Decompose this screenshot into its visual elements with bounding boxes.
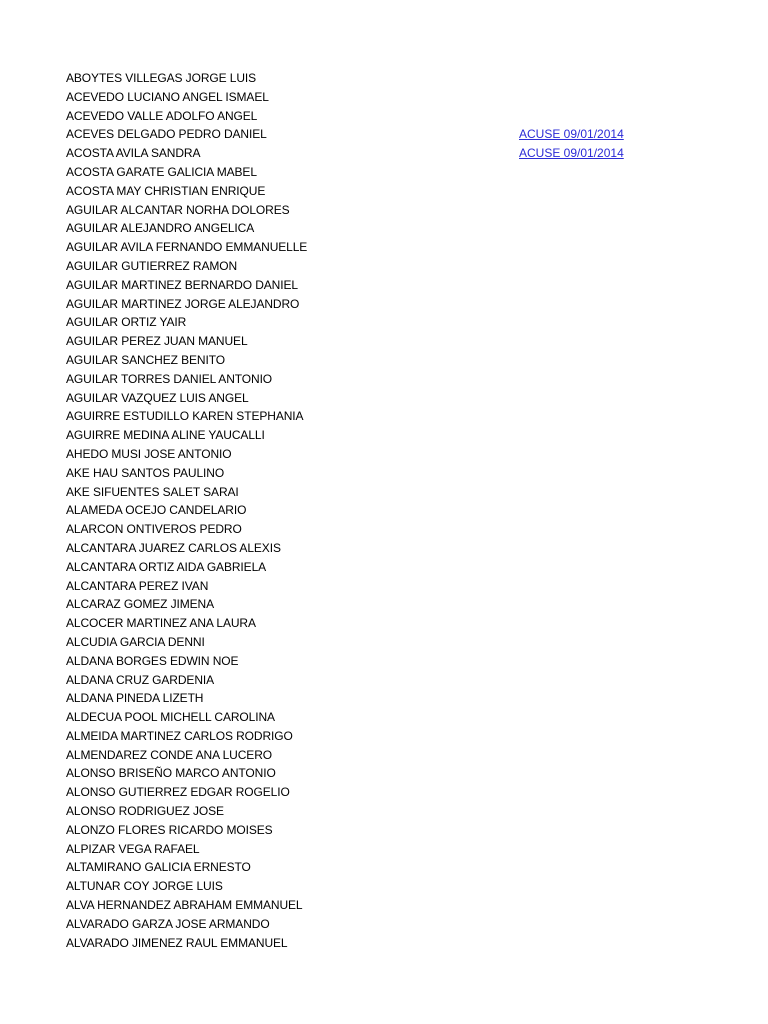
list-item	[66, 69, 666, 88]
list-item	[66, 652, 666, 671]
person-name: ALPIZAR VEGA RAFAEL	[66, 841, 200, 856]
list-item	[66, 426, 666, 445]
person-name: AGUILAR MARTINEZ JORGE ALEJANDRO	[66, 296, 300, 311]
list-item	[66, 595, 666, 614]
list-item	[66, 445, 666, 464]
list-item	[66, 802, 666, 821]
list-item	[66, 915, 666, 934]
name-list	[66, 69, 666, 952]
list-item	[66, 219, 666, 238]
person-name: ACOSTA AVILA SANDRA	[66, 146, 201, 161]
list-item	[66, 746, 666, 765]
list-item	[66, 727, 666, 746]
person-name: ALVA HERNANDEZ ABRAHAM EMMANUEL	[66, 898, 303, 913]
person-name: ALMENDAREZ CONDE ANA LUCERO	[66, 747, 273, 762]
person-name: AGUILAR AVILA FERNANDO EMMANUELLE	[66, 240, 308, 255]
person-name: ACOSTA MAY CHRISTIAN ENRIQUE	[66, 183, 266, 198]
list-item	[66, 783, 666, 802]
list-item	[66, 821, 666, 840]
list-item	[66, 671, 666, 690]
person-name: ALCANTARA PEREZ IVAN	[66, 578, 209, 593]
person-name: AGUILAR VAZQUEZ LUIS ANGEL	[66, 390, 249, 405]
person-name: AGUILAR TORRES DANIEL ANTONIO	[66, 371, 273, 386]
list-item	[66, 351, 666, 370]
person-name: ALVARADO JIMENEZ RAUL EMMANUEL	[66, 935, 288, 950]
person-name: ALDANA BORGES EDWIN NOE	[66, 653, 239, 668]
list-item	[66, 539, 666, 558]
person-name: ALONSO GUTIERREZ EDGAR ROGELIO	[66, 785, 290, 800]
person-name: ALCUDIA GARCIA DENNI	[66, 634, 205, 649]
person-name: AGUILAR GUTIERREZ RAMON	[66, 258, 238, 273]
person-name: AKE HAU SANTOS PAULINO	[66, 465, 225, 480]
person-name: ALDANA CRUZ GARDENIA	[66, 672, 215, 687]
list-item	[66, 295, 666, 314]
person-name: ALCANTARA JUAREZ CARLOS ALEXIS	[66, 540, 281, 555]
list-item	[66, 313, 666, 332]
person-name: ACEVEDO VALLE ADOLFO ANGEL	[66, 108, 258, 123]
list-item	[66, 501, 666, 520]
person-name: AGUILAR ORTIZ YAIR	[66, 315, 187, 330]
person-name: ALONZO FLORES RICARDO MOISES	[66, 822, 273, 837]
person-name: ALONSO BRISEÑO MARCO ANTONIO	[66, 766, 276, 781]
list-item	[66, 483, 666, 502]
person-name: AKE SIFUENTES SALET SARAI	[66, 484, 239, 499]
person-name: ALTUNAR COY JORGE LUIS	[66, 879, 223, 894]
list-item	[66, 689, 666, 708]
person-name: ALCARAZ GOMEZ JIMENA	[66, 597, 215, 612]
person-name: ACOSTA GARATE GALICIA MABEL	[66, 164, 257, 179]
list-item	[66, 464, 666, 483]
person-name: AHEDO MUSI JOSE ANTONIO	[66, 446, 232, 461]
person-name: ALAMEDA OCEJO CANDELARIO	[66, 503, 247, 518]
list-item	[66, 332, 666, 351]
acuse-link[interactable]: ACUSE 09/01/2014	[519, 127, 624, 142]
list-item	[66, 708, 666, 727]
list-item	[66, 764, 666, 783]
list-item	[66, 370, 666, 389]
person-name: AGUILAR ALEJANDRO ANGELICA	[66, 221, 255, 236]
list-item	[66, 633, 666, 652]
list-item	[66, 577, 666, 596]
list-item	[66, 182, 666, 201]
list-item	[66, 238, 666, 257]
person-name: ALONSO RODRIGUEZ JOSE	[66, 804, 224, 819]
list-item	[66, 257, 666, 276]
list-item	[66, 614, 666, 633]
person-name: ALMEIDA MARTINEZ CARLOS RODRIGO	[66, 728, 293, 743]
list-item	[66, 877, 666, 896]
list-item	[66, 144, 666, 163]
list-item	[66, 934, 666, 953]
person-name: ALARCON ONTIVEROS PEDRO	[66, 522, 242, 537]
person-name: ALCANTARA ORTIZ AIDA GABRIELA	[66, 559, 267, 574]
list-item	[66, 163, 666, 182]
list-item	[66, 88, 666, 107]
list-item	[66, 107, 666, 126]
person-name: AGUIRRE ESTUDILLO KAREN STEPHANIA	[66, 409, 304, 424]
person-name: AGUILAR MARTINEZ BERNARDO DANIEL	[66, 277, 298, 292]
person-name: ALDECUA POOL MICHELL CAROLINA	[66, 710, 275, 725]
list-item	[66, 840, 666, 859]
person-name: ABOYTES VILLEGAS JORGE LUIS	[66, 71, 257, 85]
list-item	[66, 858, 666, 877]
list-item	[66, 407, 666, 426]
list-item	[66, 125, 666, 144]
person-name: AGUIRRE MEDINA ALINE YAUCALLI	[66, 428, 265, 443]
person-name: ACEVEDO LUCIANO ANGEL ISMAEL	[66, 89, 269, 104]
list-item	[66, 896, 666, 915]
person-name: AGUILAR PEREZ JUAN MANUEL	[66, 334, 248, 349]
list-item	[66, 389, 666, 408]
person-name: ACEVES DELGADO PEDRO DANIEL	[66, 127, 267, 142]
list-item	[66, 201, 666, 220]
list-item	[66, 276, 666, 295]
list-item	[66, 520, 666, 539]
acuse-link[interactable]: ACUSE 09/01/2014	[519, 146, 624, 161]
person-name: ALTAMIRANO GALICIA ERNESTO	[66, 860, 251, 875]
person-name: ALDANA PINEDA LIZETH	[66, 691, 204, 706]
list-item	[66, 558, 666, 577]
person-name: AGUILAR ALCANTAR NORHA DOLORES	[66, 202, 290, 217]
person-name: ALCOCER MARTINEZ ANA LAURA	[66, 616, 256, 631]
person-name: AGUILAR SANCHEZ BENITO	[66, 352, 225, 367]
person-name: ALVARADO GARZA JOSE ARMANDO	[66, 916, 270, 931]
